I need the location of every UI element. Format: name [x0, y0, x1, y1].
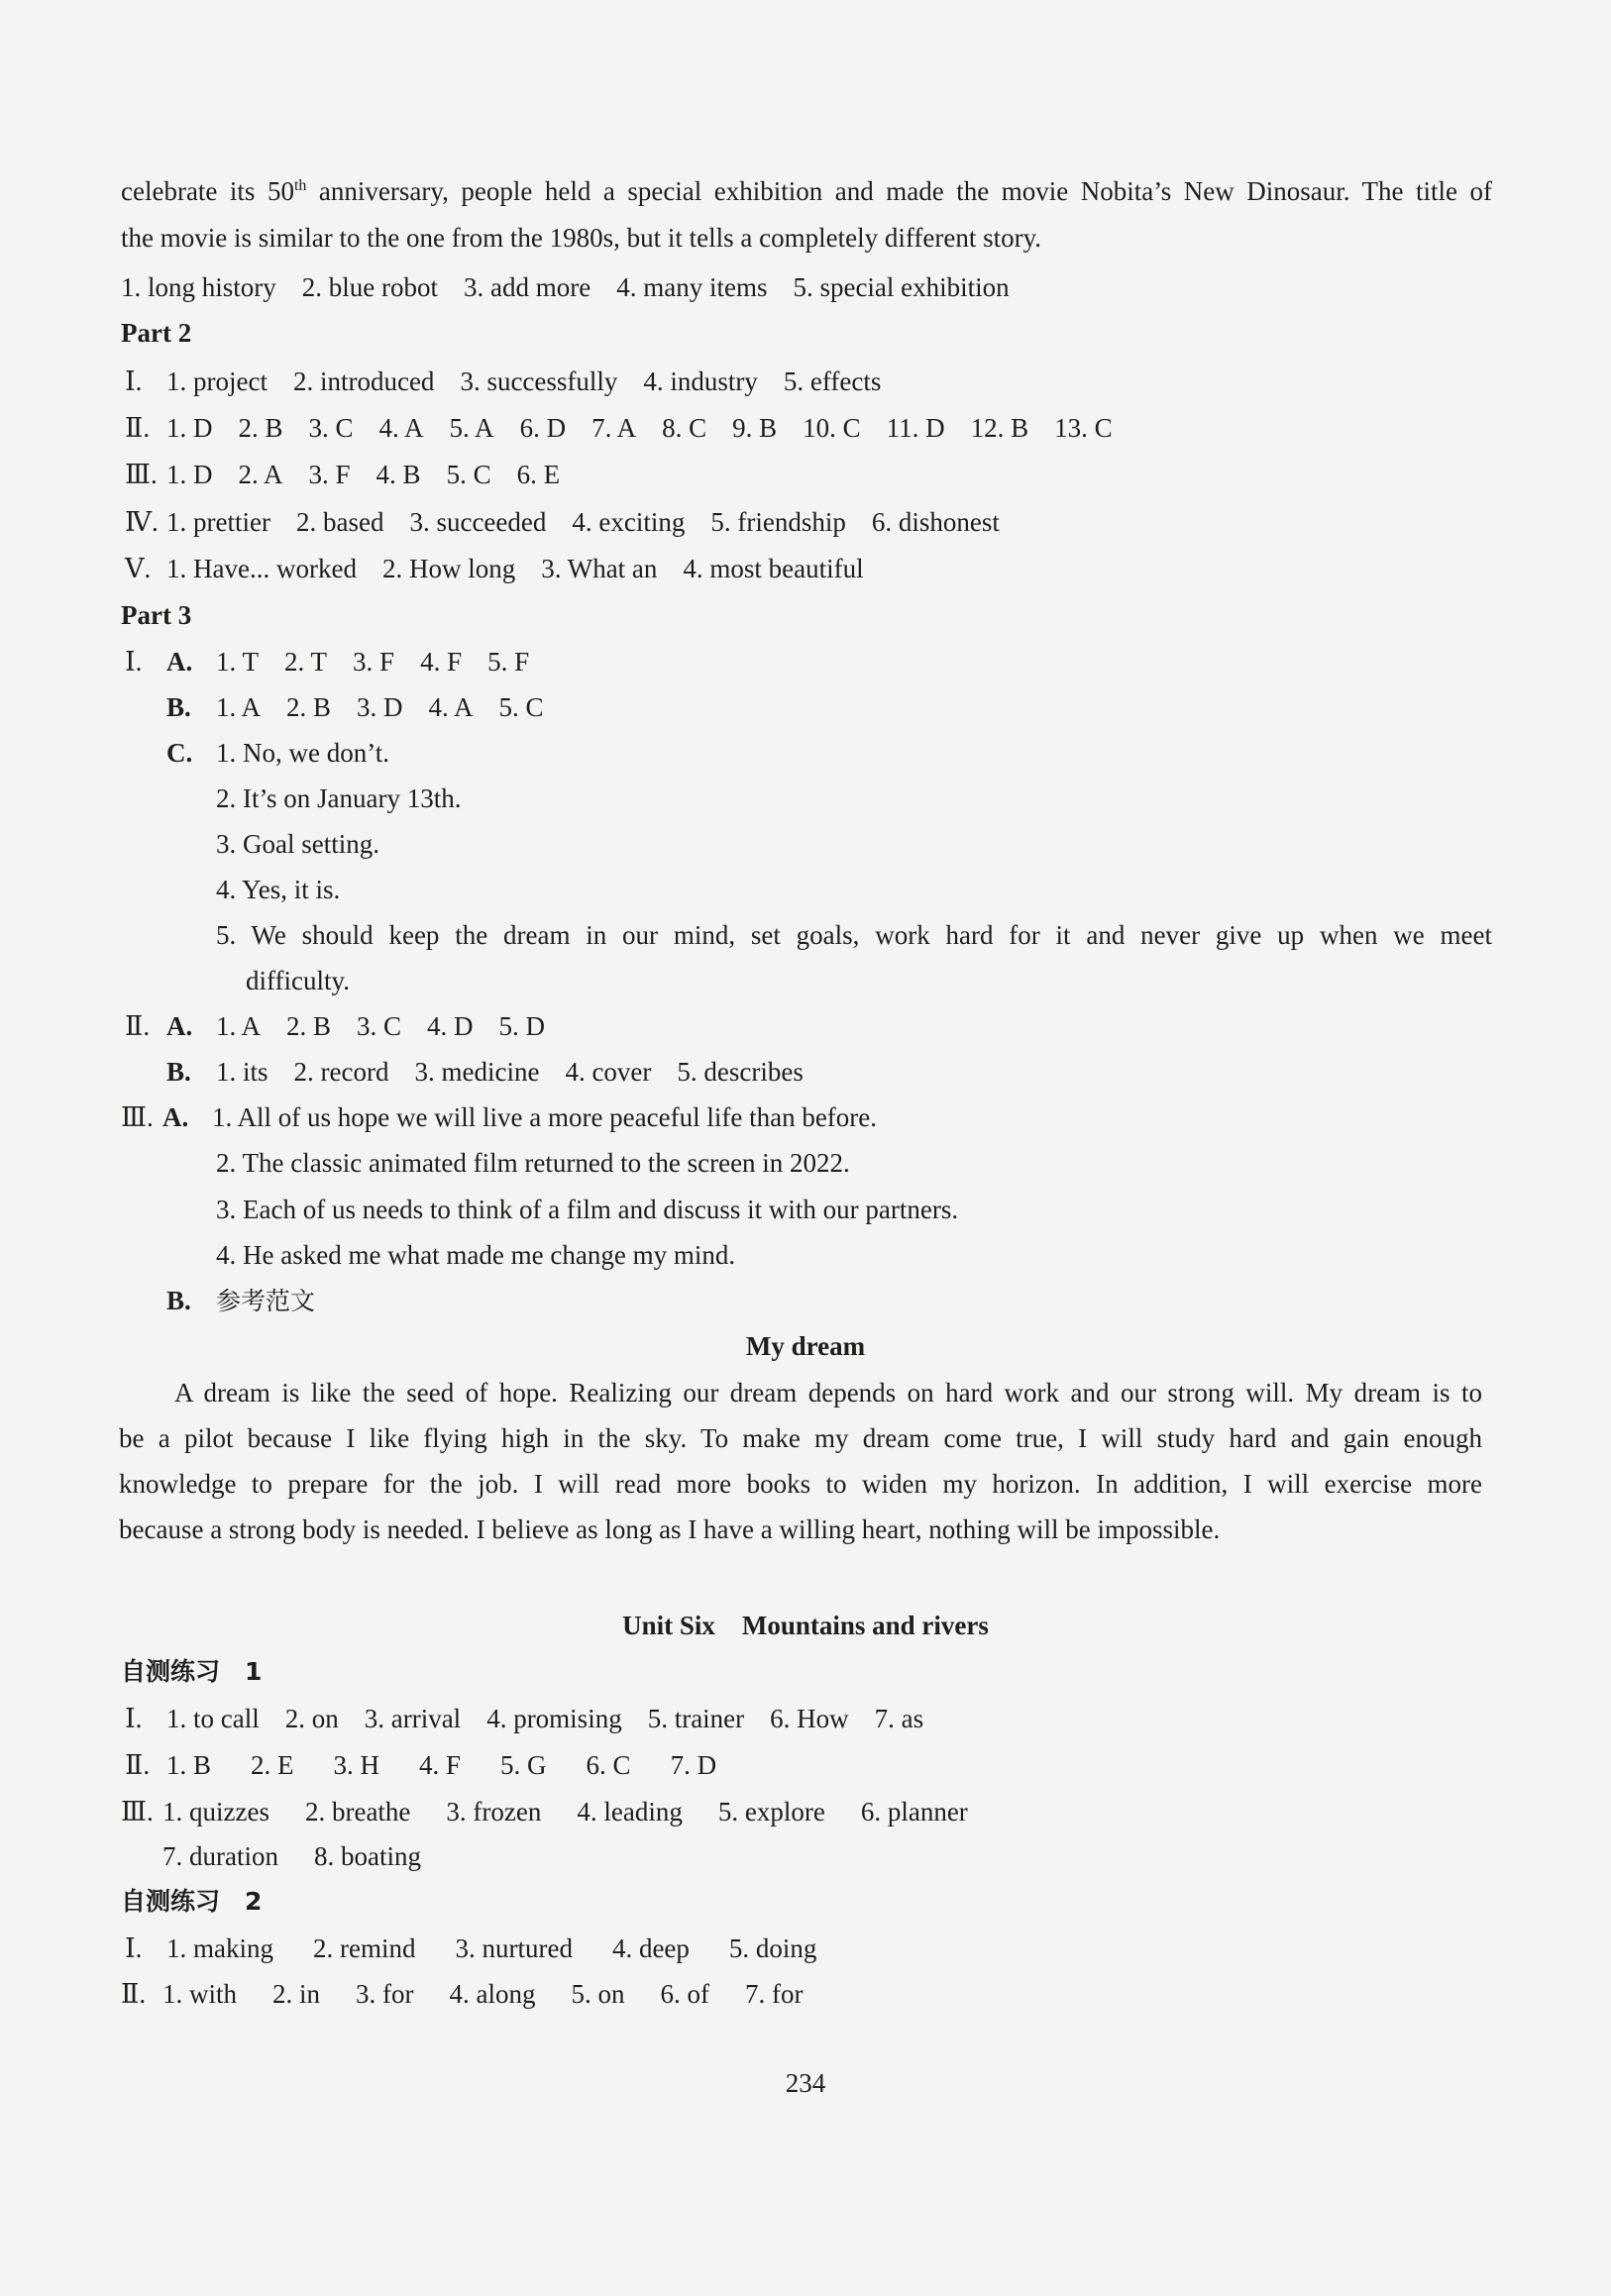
- unit6-ex1-row-1: Ⅰ. 1. to call 2. on 3. arrival 4. promising 5. trainer 6. How 7. as: [125, 1704, 924, 1733]
- unit6-ex2-row-1: Ⅰ. 1. making 2. remind 3. nurtured 4. deep 5. doing: [125, 1933, 817, 1963]
- part3-s1-c1: C. 1. No, we don’t.: [166, 738, 389, 768]
- essay-line-4: because a strong body is needed. I believe as long as I have a willing heart, nothing will be impossible.: [119, 1514, 1221, 1544]
- unit6-ex1-row-2: Ⅱ. 1. B 2. E 3. H 4. F 5. G 6. C 7. D: [125, 1750, 717, 1780]
- part2-row-3: Ⅲ. 1. D 2. A 3. F 4. B 5. C 6. E: [125, 460, 561, 489]
- unit6-ex2-heading: 自测练习 2: [121, 1887, 263, 1916]
- unit6-ex1-heading: 自测练习 1: [121, 1657, 263, 1686]
- essay-line-2: be a pilot because I like flying high in the sky. To make my dream come true, I will study hard and gain enough: [119, 1423, 1482, 1453]
- part2-row-4: Ⅳ. 1. prettier 2. based 3. succeeded 4. exciting 5. friendship 6. dishonest: [125, 507, 1000, 537]
- part3-s3-a4: 4. He asked me what made me change my mind.: [216, 1240, 736, 1270]
- unit6-ex1-row-3-cont: 7. duration 8. boating: [162, 1841, 421, 1871]
- part3-s1-c3: 3. Goal setting.: [216, 829, 379, 859]
- part3-s3-a1: Ⅲ. A. 1. All of us hope we will live a more peaceful life than before.: [121, 1102, 878, 1132]
- intro-line-1: celebrate its 50th anniversary, people held a special exhibition and made the movie Nobita’s New Dinosaur. The title of: [121, 176, 1492, 206]
- intro-answers: 1. long history 2. blue robot 3. add more 4. many items 5. special exhibition: [121, 272, 1010, 302]
- part3-heading: Part 3: [121, 600, 192, 630]
- part3-s1-a: Ⅰ. A. 1. T 2. T 3. F 4. F 5. F: [125, 647, 530, 677]
- part3-s1-c2: 2. It’s on January 13th.: [216, 783, 462, 813]
- intro-line-2: the movie is similar to the one from the 1980s, but it tells a completely different story.: [121, 223, 1042, 253]
- page-number: 234: [785, 2068, 826, 2098]
- unit6-ex1-row-3: Ⅲ. 1. quizzes 2. breathe 3. frozen 4. leading 5. explore 6. planner: [121, 1797, 968, 1826]
- part3-s1-c4: 4. Yes, it is.: [216, 875, 341, 904]
- part3-s1-c5-line1: 5. We should keep the dream in our mind, set goals, work hard for it and never give up when we meet: [216, 920, 1492, 950]
- unit6-ex2-row-2: Ⅱ. 1. with 2. in 3. for 4. along 5. on 6. of 7. for: [121, 1979, 804, 2009]
- unit6-title: Unit Six Mountains and rivers: [622, 1611, 989, 1640]
- essay-line-3: knowledge to prepare for the job. I will read more books to widen my horizon. In addition, I will exercise more: [119, 1469, 1482, 1499]
- part2-heading: Part 2: [121, 318, 192, 348]
- part2-row-5: Ⅴ. 1. Have... worked 2. How long 3. What an 4. most beautiful: [125, 554, 864, 583]
- part3-s2-a: Ⅱ. A. 1. A 2. B 3. C 4. D 5. D: [125, 1011, 546, 1041]
- part3-s2-b: B. 1. its 2. record 3. medicine 4. cover 5. describes: [166, 1057, 804, 1087]
- essay-line-1: A dream is like the seed of hope. Realizing our dream depends on hard work and our strong will. My dream is to: [174, 1378, 1482, 1408]
- part3-s3-a3: 3. Each of us needs to think of a film and discuss it with our partners.: [216, 1195, 959, 1224]
- part2-row-2: Ⅱ. 1. D 2. B 3. C 4. A 5. A 6. D 7. A 8. C 9. B 10. C 11. D 12. B 13. C: [125, 413, 1113, 443]
- part2-row-1: Ⅰ. 1. project 2. introduced 3. successfully 4. industry 5. effects: [125, 366, 882, 396]
- part3-s3-b: B. 参考范文: [166, 1286, 316, 1315]
- part3-s1-b: B. 1. A 2. B 3. D 4. A 5. C: [166, 692, 544, 722]
- essay-title: My dream: [745, 1331, 866, 1361]
- part3-s1-c5-line2: difficulty.: [246, 966, 350, 995]
- part3-s3-a2: 2. The classic animated film returned to the screen in 2022.: [216, 1148, 850, 1178]
